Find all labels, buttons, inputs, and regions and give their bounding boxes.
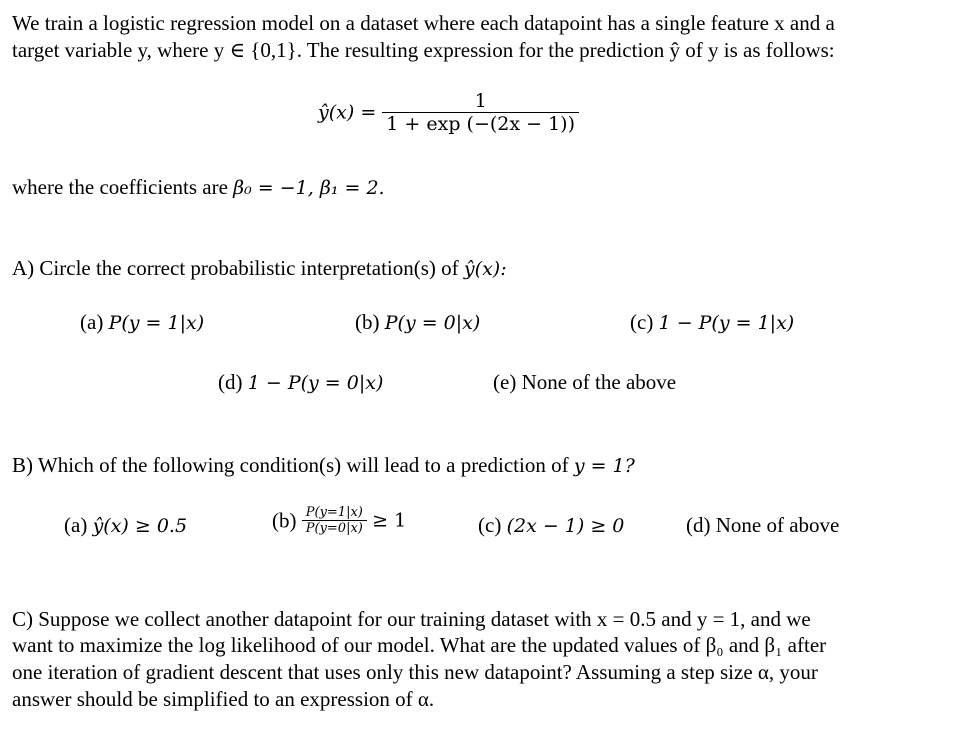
option-label: (a) — [80, 310, 104, 334]
option-text: None of above — [715, 513, 840, 537]
option-math: P(y = 0|x) — [384, 312, 481, 334]
option-fraction — [302, 505, 367, 536]
option-math: ŷ(x) ≥ 0.5 — [92, 515, 188, 537]
part-a-option-d[interactable] — [218, 369, 383, 396]
part-b-question — [12, 452, 635, 479]
option-tail: ≥ 1 — [372, 509, 407, 532]
part-b-option-c[interactable] — [478, 512, 624, 539]
part-a-question — [12, 255, 507, 282]
option-label: (b) — [355, 310, 380, 334]
part-b-option-d[interactable] — [686, 512, 839, 538]
part-a-option-a[interactable] — [80, 309, 204, 336]
part-a-question-text: A) Circle the correct probabilistic interpretation(s) of — [12, 256, 459, 280]
option-label: (d) — [686, 513, 711, 537]
option-label: (e) — [493, 370, 517, 394]
option-math: 1 − P(y = 0|x) — [247, 372, 384, 394]
option-math: P(y = 1|x) — [108, 312, 205, 334]
option-denominator: P(y=0|x) — [302, 520, 367, 536]
part-a-option-e[interactable] — [493, 369, 676, 395]
option-label: (c) — [478, 513, 502, 537]
part-b-question-text: B) Which of the following condition(s) will lead to a prediction of — [12, 453, 569, 477]
option-label: (c) — [630, 310, 654, 334]
intro-line-1: We train a logistic regression model on a dataset where each datapoint has a single feature x and a — [12, 11, 835, 35]
option-label: (b) — [272, 508, 297, 533]
part-c-line-3: one iteration of gradient descent that uses only this new datapoint? Assuming a step size α, your — [12, 660, 818, 684]
option-text: None of the above — [521, 370, 677, 394]
part-c-line-1: C) Suppose we collect another datapoint for our training dataset with x = 0.5 and y = 1, and we — [12, 607, 811, 631]
option-label: (d) — [218, 370, 243, 394]
part-a-option-c[interactable] — [630, 309, 794, 336]
coefficients-math: β₀ = −1, β₁ = 2. — [233, 177, 385, 199]
part-c-line-4: answer should be simplified to an expression of α. — [12, 687, 435, 711]
equation-lhs: ŷ(x) = — [318, 101, 377, 124]
part-a-question-math: ŷ(x): — [463, 258, 507, 280]
option-numerator: P(y=1|x) — [305, 505, 363, 520]
part-b-option-b[interactable] — [272, 505, 406, 536]
option-math: (2x − 1) ≥ 0 — [506, 515, 625, 537]
part-b-option-a[interactable] — [64, 512, 187, 539]
coefficients-line — [12, 174, 385, 201]
prediction-equation — [318, 90, 579, 135]
option-math: 1 − P(y = 1|x) — [658, 312, 795, 334]
option-label: (a) — [64, 513, 88, 537]
equation-numerator: 1 — [474, 90, 487, 112]
part-c-line-2: want to maximize the log likelihood of our model. What are the updated values of β₀ and β₁ after — [12, 633, 827, 657]
coefficients-prefix: where the coefficients are — [12, 175, 228, 199]
part-b-question-math: y = 1? — [573, 455, 635, 477]
equation-fraction — [382, 90, 579, 135]
part-a-option-b[interactable] — [355, 309, 480, 336]
equation-denominator: 1 + exp (−(2x − 1)) — [382, 112, 579, 135]
intro-line-2: target variable y, where y ∈ {0,1}. The resulting expression for the prediction ŷ of y is as follows: — [12, 38, 835, 62]
